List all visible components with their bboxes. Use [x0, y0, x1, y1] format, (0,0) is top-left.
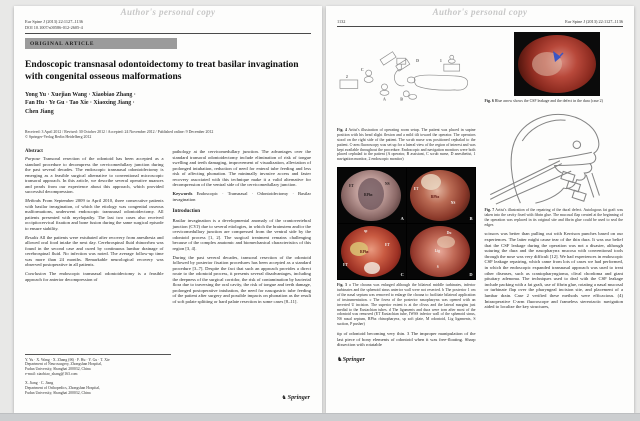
article-title: Endoscopic transnasal odontoidectomy to treat basilar invagination with congenital osseous malformations	[25, 60, 299, 82]
doi-line: DOI 10.1007/s00586-012-2605-4	[25, 24, 83, 30]
author-line: Yong Yu · Xuejian Wang · Xiaobiao Zhang ·	[25, 91, 136, 98]
fig5-endoscopic-photo-grid	[337, 167, 476, 280]
abstract-columns	[25, 149, 311, 308]
panel-letter: B	[469, 216, 473, 222]
anatomy-label: ET	[385, 243, 390, 248]
keywords	[173, 191, 312, 202]
fig4-mark: 2	[345, 74, 348, 79]
fig4-mark: D	[416, 58, 419, 64]
anatomy-label: ET	[349, 184, 354, 189]
affiliation-line: X. Jiang · C. Jiang	[25, 380, 54, 385]
affiliation-block-2	[25, 381, 171, 396]
author-line: Fan Hu · Ye Gu · Tao Xie · Xiaoxing Jiang ·	[25, 100, 135, 107]
fig5-photo-d	[407, 224, 475, 279]
footnote-rule	[25, 354, 171, 355]
fig5-photo-a	[338, 168, 406, 223]
anatomy-label: sp	[364, 229, 368, 234]
publication-history	[25, 130, 311, 141]
anatomy-label: ET	[413, 187, 419, 192]
fig5-caption	[337, 283, 476, 327]
anatomy-label: S	[436, 265, 439, 270]
springer-wordmark: Springer	[287, 394, 310, 401]
section-text: All the patients were extubated after recovery from anesthesia and allowed oral food intake the next day. Cerebrospinal fluid rhinorrhea was found in the second case and cured by continuous lumbar drainage of cerebrospinal fluid. No infection was noted. The average follow-up time was more than 24 months. Remarkable neurological recovery was observed postoperative in all patients.	[25, 234, 164, 268]
fig5-label: Fig. 5	[337, 283, 348, 288]
header-rule	[337, 26, 623, 27]
abstract-column-2	[173, 149, 312, 308]
fig4-mark: B	[400, 96, 403, 102]
section-text: Transoral resection of the odontoid has been accepted as a standard procedure to decompress the cervicomedullary junction during the past several decades. The endoscopic transnasal odontoidectomy is emerging as a feasible surgical alternative to conventional microscopic transoral approach. In this article, we describe several operative nuances and pearls from our experience about this approach, which provided successful decompression.	[25, 156, 164, 195]
section-label: Methods	[25, 198, 41, 204]
fig4-caption	[337, 128, 476, 162]
author-affiliations-footnote	[25, 354, 171, 399]
keywords-text: Endoscopic · Transnasal · Odontoidectomy · Basilar invagination	[172, 191, 312, 202]
affiliation-line: Y. Yu · X. Wang · X. Zhang (✉) · F. Hu · Y. Gu · T. Xie	[25, 357, 110, 362]
springer-logo	[282, 394, 310, 401]
header-rule	[25, 33, 311, 34]
anatomy-label: NS	[385, 182, 390, 187]
affiliation-email: e-mail: xiaobiao_zhang@163.com	[25, 372, 78, 377]
intro-paragraph: Basilar invagination is a developmental anomaly of the craniovertebral junction (CVJ) due to several etiologies, in which the brainstem and/or the cervicomedullary junction are compressed from the ventral side by the odontoid process [1, 2]. The surgical treatment remains challenging because of the complex anatomic and biomechanical characteristics of this region [3, 4].	[172, 218, 311, 251]
desk-surface-strip	[0, 413, 640, 421]
page-number: 1132	[337, 19, 346, 24]
springer-logo	[337, 356, 476, 363]
panel-letter: A	[400, 216, 404, 222]
article-type-badge: ORIGINAL ARTICLE	[25, 38, 177, 50]
fig4-mark: C	[360, 67, 364, 73]
authors-personal-copy-watermark: Author's personal copy	[432, 7, 528, 17]
affiliation-block-1	[25, 358, 171, 378]
paper-page-1132	[326, 6, 634, 413]
fig5-photo-b	[407, 168, 475, 223]
fig6-endoscopic-photo	[514, 32, 600, 96]
copyright-line: © Springer-Verlag Berlin Heidelberg 2012	[25, 134, 92, 139]
csf-leak-arrow-icon	[550, 50, 564, 64]
journal-citation: Eur Spine J (2013) 22:1127–1136	[565, 19, 623, 24]
received-line: Received: 3 April 2012 / Revised: 30 October 2012 / Accepted: 24 November 2012 / Published online: 9 December 2012	[25, 129, 214, 134]
springer-wordmark: Springer	[342, 355, 365, 363]
author-line: Chen Jiang	[25, 108, 54, 115]
fig6-caption-text: Blue arrow shows the CSF leakage and the defect in the dura (case 2)	[494, 99, 603, 103]
panel-letter: D	[469, 272, 473, 278]
anatomy-label: ET	[343, 263, 348, 268]
springer-knight-icon: ♞	[337, 355, 343, 363]
abstract-column-1	[25, 149, 164, 308]
abstract-methods	[25, 198, 164, 231]
anatomy-label: Du	[446, 231, 452, 236]
keywords-label: Keywords	[172, 191, 193, 197]
anatomy-label: Lig	[434, 249, 440, 254]
left-page-content	[25, 19, 311, 407]
affiliation-line: Fudan University, Shanghai 200032, China	[25, 367, 91, 372]
authors-personal-copy-watermark: Author's personal copy	[120, 7, 216, 17]
abstract-results	[25, 235, 164, 268]
fig4-operating-room-drawing	[337, 31, 476, 125]
abstract-purpose	[25, 156, 164, 195]
introduction-heading: Introduction	[172, 208, 201, 215]
paper-page-first	[14, 6, 322, 413]
column-left	[337, 31, 476, 363]
fig4-mark: A	[383, 96, 386, 102]
springer-knight-icon: ♞	[281, 395, 287, 401]
page-columns	[337, 31, 623, 363]
section-label: Conclusion	[25, 271, 46, 277]
fig5-caption-text: a The choana was enlarged although the bilateral middle turbinates, inferior turbinates and the sphenoid sinus anterior wall were not resected. b The posterior 1 cm of the nasal septum was removed to enlarge the choana to facilitate bilateral application of instrumentation. c The fovea of the posterior nasopharynx was opened with an inverted U incision. The superior extent is at the clivus and the lateral margins just medial to the Eustachian tubes. d The ligaments and dura were torn after most of the odontoid was removed (ET Eustachian tube, IWSS inferior wall of the sphenoid sinus, NS nasal septum, RPhx rhinopharynx, sp soft plate, M odontoid, Lig ligaments, S suction, P pusher)	[337, 283, 476, 327]
tissue-blob	[421, 174, 441, 190]
anatomy-label: NS	[450, 201, 456, 206]
abstract-heading: Abstract	[25, 149, 43, 155]
section-text: The endoscopic transnasal odontoidectomy is a feasible approach for anterior decompression of	[25, 271, 164, 282]
anatomy-label: RPhx	[360, 250, 369, 255]
tissue-blob	[437, 236, 455, 248]
anatomy-label: RPhx	[430, 195, 440, 200]
running-header	[337, 19, 623, 24]
anatomy-label: RPhx	[364, 193, 373, 198]
journal-header	[25, 19, 311, 31]
section-label: Results	[25, 234, 39, 240]
author-list	[25, 91, 311, 117]
intro-paragraph: During the past several decades, transoral resection of the odontoid followed by posterior fixation procedures has been accepted as a standard procedure [3–7]. Despite the fact that such an approach provides a direct route to the odontoid process, it presents several disadvantages, including the deepness of the surgical corridor, the risk of contamination by bacterial flora due to traversing the oral cavity, the risk of tongue and teeth damage, prolonged postoperative intubation, the need for nasogastric tube feeding of the patient after surgery and possible impacts on phonation as the result of soft palate splitting or hard palate resection in some cases [8–11].	[172, 254, 311, 304]
fig4-caption-text: Artist's illustration of operating room setup. The patient was placed in supine position with his head slight flexion and a mild tilt toward the operator. The operators stood on the right side of the patient. The scrub nurse was positioned cephalad to the patient. C-arm fluoroscopy was set up for a lateral view of the region of interest and was kept available throughout the procedure. Endoscopic and navigation monitors were both placed cephalad to the patient (A operator, B assistant, C scrub nurse, D anesthetist, 1 navigation monitor, 2 endoscopic monitor)	[337, 128, 476, 162]
fig6-label: Fig. 6	[484, 99, 494, 103]
affiliation-line: Fudan University, Shanghai 200032, China	[25, 390, 91, 395]
abstract-continuation: pathology at the cervicomedullary junction. The advantages over the standard transoral odontoidectomy include elimination of risk of tongue swelling and teeth damaging, improvement of visualization, alleviation of prolonged intubation, reduction of need for enteral tube feeding and less risk of affecting phonation. The minimally invasive access and faster recovery associated with this technique make it a valid alternative for decompression of the ventral side of the cervicomedullary junction.	[172, 149, 311, 188]
fig7-label: Fig. 7	[484, 207, 495, 212]
abstract-conclusion	[25, 271, 164, 282]
body-text-right: scissors was better than pulling out with Kerrison punches based on our experiences. The latter might cause tear of the thin dura. It was our belief that the CSF leakage during the operation was not a disaster, although suturing the dura and the nasopharynx mucosa with conventional tools through the nose was very difficult [12]. We had experiences in endoscopic CSF leakage repairing, which came from lots of cases we had performed, in which the endoscopic expanded transnasal approach was used to treat other diseases, such as craniopharyngioma, clival chordoma and giant pituitary adenoma. The techniques used to deal with the CSF leakage include packing with a fat graft, use of fibrin glue, rotating a nasal mucosal or turbinate flap over the pharyngeal incision site, and placement of a lumbar drain. Case 2 verified these methods were efficacious. (4) Intraoperative C-arm fluoroscope and frameless stereotactic navigation aided to localize the key structures,	[484, 231, 623, 310]
fig7-caption	[485, 208, 624, 228]
fig6-caption	[485, 99, 624, 104]
panel-letter: C	[400, 272, 404, 278]
body-text-left: tip of odontoid becoming very thin. 3 The improper manipulation of the last piece of bony elements of odontoid when it was free-floating. Sharp dissection with rotatable	[337, 331, 476, 348]
journal-citation: Eur Spine J (2013) 22:1127–1136	[25, 19, 83, 24]
fig7-caption-text: Artist's illustration of the repairing of the dural defect. Autologous fat graft was taken into the cavity fixed with fibrin glue. The mucosal flap created at the beginning of the operation was replaced in its original site and fibrin glue could be used to seal the edges	[484, 207, 623, 227]
right-page-content	[337, 19, 623, 407]
fig4-mark: 1	[439, 58, 442, 64]
affiliation-line: Department of Neurosurgery, Zhongshan Hospital,	[25, 362, 103, 367]
section-label: Purpose	[25, 156, 41, 162]
fig5-photo-c	[338, 224, 406, 279]
affiliation-line: Department of Orthopedics, Zhongshan Hospital,	[25, 385, 101, 390]
fig7-dural-repair-drawing	[485, 109, 624, 205]
column-right	[485, 31, 624, 363]
fig4-label: Fig. 4	[337, 128, 347, 132]
section-text: From September 2009 to April 2010, three consecutive patients with basilar invagination, of which the etiology was congenital osseous malformations, underwent endoscopic transnasal odontoidectomy. All patients presented with myelopathy. The last two cases also received occipitocervical fixation and bone fusion during the same surgical episode to ensure stability.	[25, 198, 164, 231]
